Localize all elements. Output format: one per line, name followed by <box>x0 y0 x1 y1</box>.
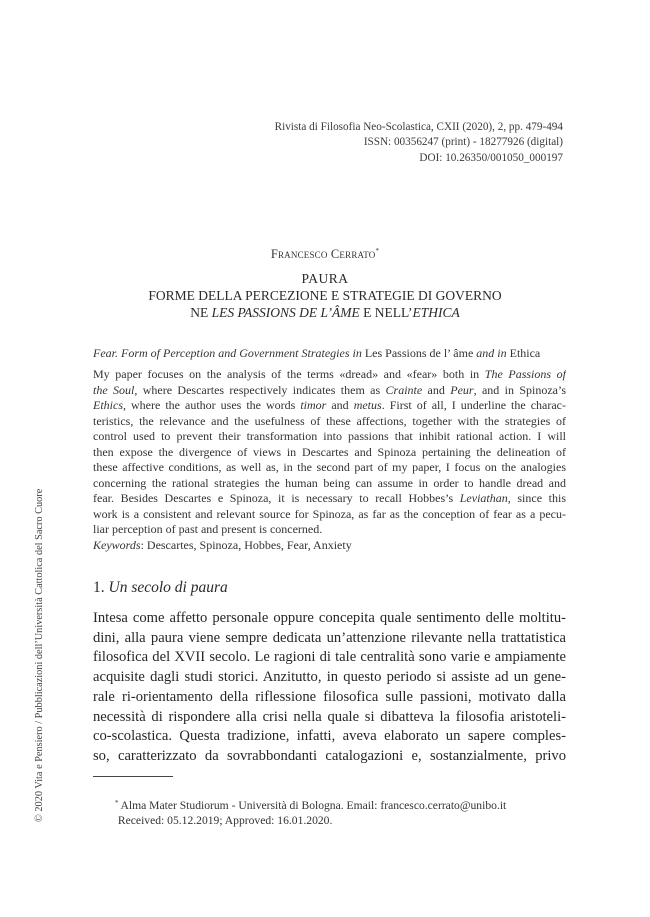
abstract-line <box>93 367 566 383</box>
article-title <box>0 270 650 321</box>
keywords <box>93 538 566 553</box>
title-line-3 <box>0 304 650 321</box>
issn-line: ISSN: 00356247 (print) - 18277926 (digital) <box>363 136 563 149</box>
abstract-em: Ethics <box>93 398 123 412</box>
footnote-dates: Received: 05.12.2019; Approved: 16.01.2020. <box>117 814 333 828</box>
body-line: necessità di rispondere alla crisi nella quale si dibatteva la filosofia aristoteli- <box>93 708 566 725</box>
doi-line: DOI: 10.26350/001050_000197 <box>419 151 563 164</box>
title-line-3-em2: ETHICA <box>412 305 460 320</box>
author-footnote-mark[interactable]: * <box>375 247 380 255</box>
abstract-text: , since this <box>507 491 566 505</box>
english-title-part2: Les Passions de l’ âme <box>364 346 474 360</box>
abstract-line: these affective conditions, as well as, in the second part of my paper, I focus on the analogies <box>93 460 566 474</box>
title-line-3-pre: NE <box>190 305 212 320</box>
abstract-line: liar perception of past and present is concerned. <box>93 522 323 536</box>
footnote <box>115 796 575 829</box>
section-number: 1. <box>93 579 109 596</box>
keywords-list: : Descartes, Spinoza, Hobbes, Fear, Anxiety <box>140 538 352 552</box>
footnote-mark: * <box>115 799 119 807</box>
abstract-text: , where the author uses the words <box>123 398 301 412</box>
body-line: Intesa come affetto personale oppure concepita quale sentimento delle moltitu- <box>93 610 566 626</box>
abstract-line: control used to prevent their transformation into passions that inhibit rational action. I will <box>93 429 566 443</box>
abstract-line: then expose the divergence of views in Descartes and Spinoza pertaining the delineation of <box>93 444 566 459</box>
abstract-em: Crainte <box>385 382 423 397</box>
section-title: Un secolo di paura <box>108 579 228 596</box>
abstract-em: the Soul <box>93 382 135 397</box>
abstract-line <box>93 491 566 507</box>
abstract-text: , and in Spinoza’s <box>473 382 566 397</box>
body-line: acquisite dagli studi storici. Anzitutto, in questo periodo si assiste ad un gene- <box>93 669 566 686</box>
body-line: so, caratterizzato da sovrabbondanti catalogazioni e, sostanzialmente, privo <box>93 747 566 764</box>
english-title-part4: Ethica <box>509 346 541 360</box>
title-line-1: PAURA <box>301 271 349 286</box>
section-heading <box>93 579 228 597</box>
footnote-affiliation: Alma Mater Studiorum - Università di Bologna. Email: francesco.cerrato@unibo.it <box>120 799 507 812</box>
english-title-part1: Fear. Form of Perception and Government Strategies in <box>93 346 365 360</box>
body-line: rale ri-orientamento della riflessione filosofica sulle passioni, motivato dalla <box>93 688 566 705</box>
abstract-text: and <box>326 398 354 412</box>
english-title-part3: and in <box>473 346 510 360</box>
author-name <box>0 247 650 262</box>
title-line-3-em1: LES PASSIONS DE L’ÂME <box>211 305 360 320</box>
abstract-text: , where Descartes respectively indicates them as <box>134 382 386 397</box>
abstract <box>93 367 566 538</box>
footnote-line-2 <box>115 813 575 828</box>
author-name-text: Francesco Cerrato <box>270 247 376 261</box>
footnote-divider <box>93 776 173 777</box>
title-line-2: FORME DELLA PERCEZIONE E STRATEGIE DI GOVERNO <box>148 288 502 303</box>
footnote-line-1 <box>115 796 575 813</box>
abstract-em: Peur <box>450 382 474 397</box>
journal-line: Rivista di Filosofia Neo-Scolastica, CXII (2020), 2, pp. 479-494 <box>274 121 563 133</box>
abstract-em: timor <box>300 398 327 412</box>
abstract-line <box>93 398 566 414</box>
abstract-text: fear. Besides Descartes e Spinoza, it is necessary to recall Hobbes’s <box>93 491 460 505</box>
body-text <box>93 609 566 767</box>
abstract-em: metus <box>353 398 382 412</box>
abstract-line <box>93 383 566 399</box>
abstract-line: concerning the rational strategies the human being can assume in order to handle dread and <box>93 475 566 490</box>
title-line-3-mid: E NELL’ <box>359 305 413 320</box>
side-copyright: © 2020 Vita e Pensiero / Pubblicazioni dell’Università Cattolica del Sacro Cuore <box>34 488 45 822</box>
abstract-text: My paper focuses on the analysis of the terms «dread» and «fear» both in <box>93 367 485 381</box>
body-line: filosofica del XVII secolo. Le ragioni di tale centralità sono varie e ampiamente <box>93 649 566 666</box>
citation-header <box>183 120 563 166</box>
english-title <box>93 346 573 361</box>
abstract-text: and <box>422 382 451 397</box>
keywords-label: Keywords <box>93 538 141 552</box>
abstract-line: work is a consistent and relevant source for Spinoza, as far as the conception of fear as a pecu- <box>93 506 566 521</box>
abstract-text: . First of all, I underline the charac- <box>381 398 566 412</box>
abstract-em: The Passions of <box>484 367 566 381</box>
abstract-em: Leviathan <box>459 491 508 505</box>
abstract-line: teristics, the relevance and the usefulness of these affections, together with the strategies of <box>93 413 566 428</box>
body-line: co-scolastica. Questa tradizione, infatti, aveva elaborato un sapere comples- <box>93 728 566 745</box>
body-line: dini, alla paura viene sempre dedicata un’attenzione rilevante nella trattatistica <box>93 629 566 646</box>
